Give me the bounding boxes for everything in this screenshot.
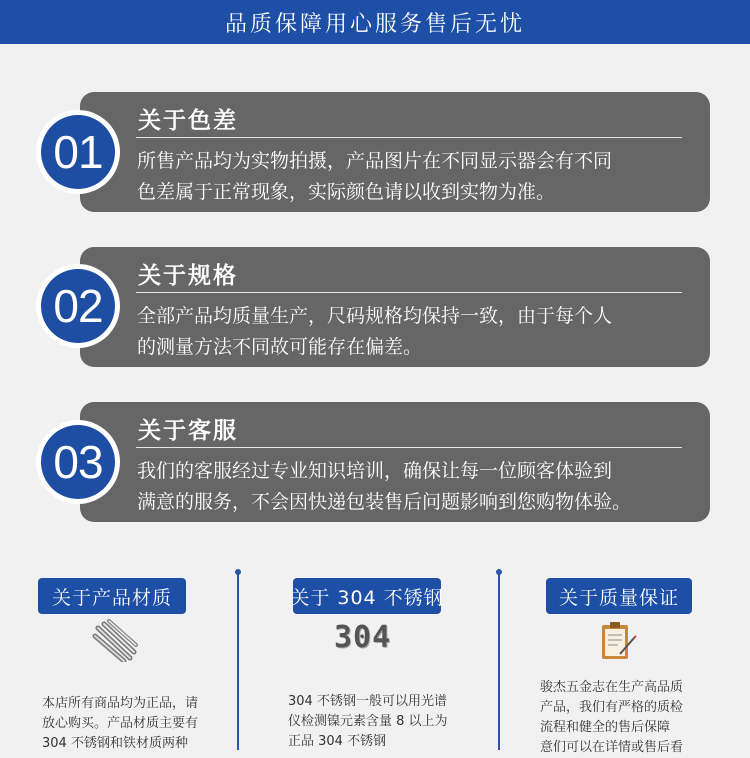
- card-body-line: 我们的客服经过专业知识培训，确保让每一位顾客体验到: [137, 460, 613, 482]
- steel-text: [288, 692, 448, 752]
- material-text: [42, 694, 198, 754]
- badge-number: 03: [41, 425, 115, 499]
- tag-304-steel: 关于 304 不锈钢: [293, 578, 441, 614]
- card-body-line: 全部产品均质量生产，尺码规格均保持一致，由于每个人: [137, 305, 613, 327]
- text-line: 本店所有商品均为正品，请: [42, 696, 199, 711]
- card-divider: [136, 137, 682, 138]
- text-line: 放心购买。产品材质主要有: [42, 716, 199, 731]
- card-body-line: 色差属于正常现象，实际颜色请以收到实物为准。: [137, 181, 556, 203]
- number-badge-01: [36, 110, 120, 194]
- card-body-line: 的测量方法不同故可能存在偏差。: [137, 336, 423, 358]
- 304-logo-icon: [334, 620, 391, 655]
- tag-material: 关于产品材质: [38, 578, 186, 614]
- text-line: 流程和健全的售后保障: [540, 720, 671, 735]
- text-line: 304 不锈钢和铁材质两种: [42, 736, 188, 751]
- card-body: [137, 146, 697, 208]
- steel-rods-icon: [92, 618, 138, 666]
- column-divider: [498, 572, 500, 750]
- card-body-line: 所售产品均为实物拍摄，产品图片在不同显示器会有不同: [137, 150, 613, 172]
- card-divider: [136, 292, 682, 293]
- badge-number: 01: [41, 115, 115, 189]
- card-title: 关于色差: [138, 108, 238, 134]
- card-body: [137, 301, 697, 363]
- text-line: 304 不锈钢一般可以用光谱: [288, 694, 447, 709]
- card-customer-service: [80, 402, 710, 522]
- card-title: 关于客服: [138, 418, 238, 444]
- card-body: [137, 456, 697, 518]
- text-line: 骏杰五金志在生产高品质: [540, 680, 684, 695]
- badge-number: 02: [41, 269, 115, 343]
- column-divider: [237, 572, 239, 750]
- number-badge-02: [36, 264, 120, 348]
- text-line: 意们可以在详情或售后看: [540, 740, 684, 755]
- card-divider: [136, 447, 682, 448]
- text-line: 正品 304 不锈钢: [288, 734, 387, 749]
- top-banner: [0, 0, 750, 44]
- banner-title: 品质保障用心服务售后无忧: [224, 11, 525, 37]
- clipboard-icon: [598, 620, 638, 666]
- number-badge-03: [36, 420, 120, 504]
- card-body-line: 满意的服务，不会因快递包装售后问题影响到您购物体验。: [137, 491, 632, 513]
- text-line: 仪检测镍元素含量 8 以上为: [288, 714, 448, 729]
- card-color-difference: [80, 92, 710, 212]
- text-line: 产品，我们有严格的质检: [540, 700, 684, 715]
- card-title: 关于规格: [138, 263, 238, 289]
- card-specification: [80, 247, 710, 367]
- quality-text: [540, 678, 683, 758]
- tag-quality: 关于质量保证: [546, 578, 692, 614]
- 304-logo-text: 304: [334, 620, 392, 655]
